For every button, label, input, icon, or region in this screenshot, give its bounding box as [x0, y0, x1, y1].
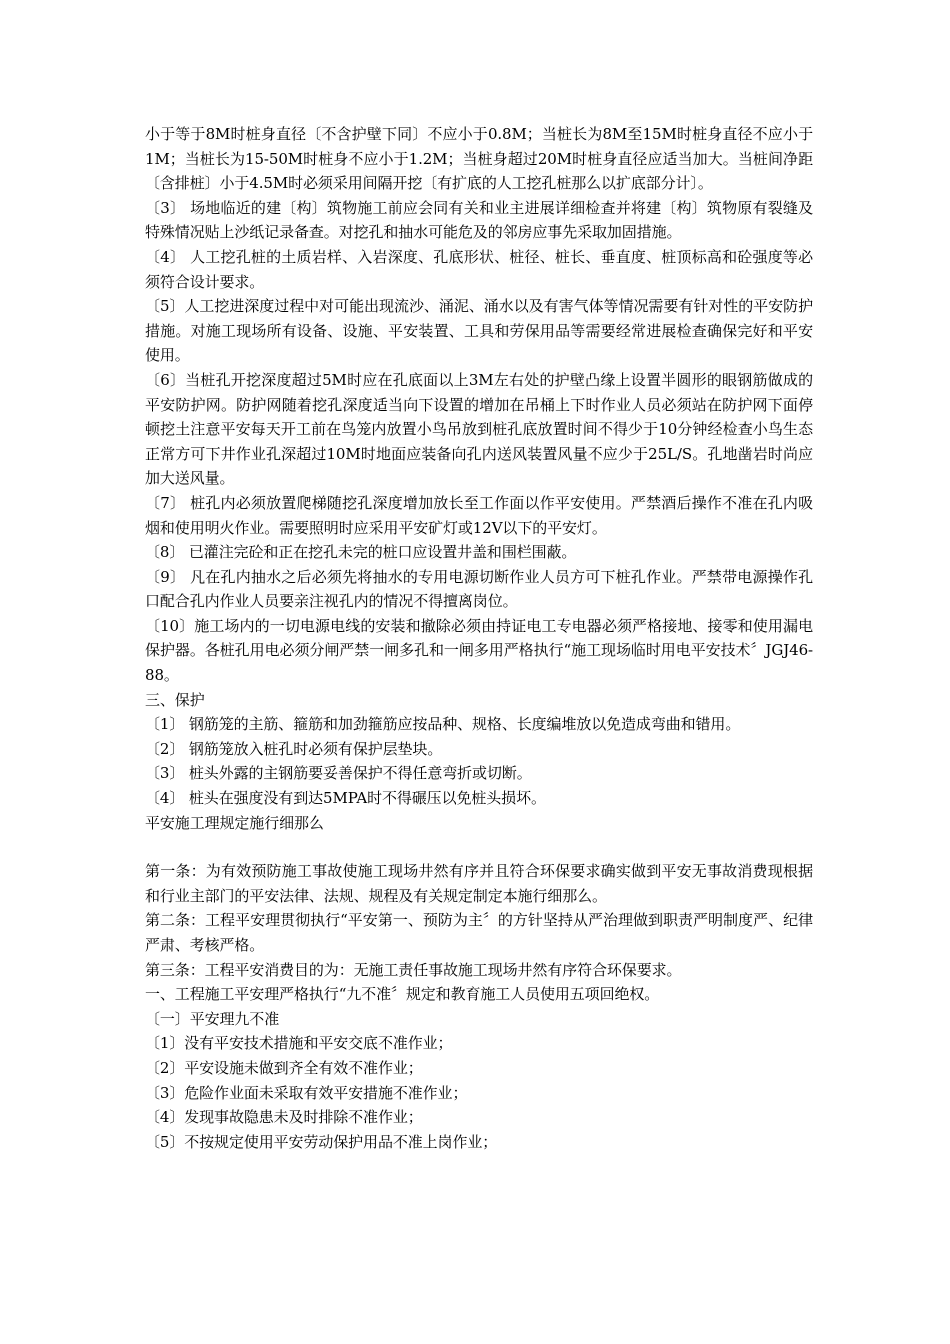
- paragraph: 〔6〕当桩孔开挖深度超过5M时应在孔底面以上3M左右处的护壁凸缘上设置半圆形的眼钢筋做成的平安防护网。防护网随着挖孔深度适当向下设置的增加在吊桶上下时作业人员必须站在防护网下面停顿挖土注意平安每天开工前在鸟笼内放置小鸟吊放到桩孔底放置时间不得少于10分钟经检查小鸟生态正常方可下井作业孔深超过10M时地面应装备向孔内送风装置风量不应少于25L/S。孔地凿岩时尚应加大送风量。: [145, 370, 813, 488]
- article-paragraph: 第二条：工程平安理贯彻执行“平安第一、预防为主〞的方针坚持从严治理做到职责严明制度严、纪律严肃、考核严格。: [145, 911, 813, 954]
- paragraph: 〔4〕 桩头在强度没有到达5MPA时不得碾压以免桩头损坏。: [145, 789, 546, 808]
- document-body: [145, 122, 813, 1154]
- paragraph: 〔2〕 钢筋笼放入桩孔时必须有保护层垫块。: [145, 739, 443, 758]
- list-item: 〔5〕不按规定使用平安劳动保护用品不准上岗作业；: [145, 1132, 498, 1151]
- paragraph: 〔10〕施工场内的一切电源电线的安装和撤除必须由持证电工专电器必须严格接地、接零和使用漏电保护器。各桩孔用电必须分闸严禁一闸多孔和一闸多用严格执行“施工现场临时用电平安技术〞JGJ46-88。: [145, 616, 813, 685]
- list-item: 〔3〕危险作业面未采取有效平安措施不准作业；: [145, 1083, 468, 1102]
- paragraph: 小于等于8M时桩身直径〔不含护壁下同〕不应小于0.8M；当桩长为8M至15M时桩身直径不应小于1M；当桩长为15-50M时桩身不应小于1.2M；当桩身超过20M时桩身直径应适当加大。当桩间净距〔含排桩〕小于4.5M时必须采用间隔开挖〔有扩底的人工挖孔桩那么以扩底部分计〕。: [145, 125, 813, 193]
- paragraph: 〔3〕 场地临近的建〔构〕筑物施工前应会同有关和业主进展详细检查并将建〔构〕筑物原有裂缝及特殊情况贴上沙纸记录备查。对挖孔和抽水可能危及的邻房应事先采取加固措施。: [145, 198, 813, 242]
- article-paragraph: 第一条：为有效预防施工事故使施工现场井然有序并且符合环保要求确实做到平安无事故消费现根据和行业主部门的平安法律、法规、规程及有关规定制定本施行细那么。: [145, 862, 813, 905]
- paragraph: 〔5〕人工挖进深度过程中对可能出现流沙、涌泥、涌水以及有害气体等情况需要有针对性的平安防护措施。对施工现场所有设备、设施、平安装置、工具和劳保用品等需要经常进展检查确保完好和平安使用。: [145, 297, 813, 365]
- paragraph: 〔3〕 桩头外露的主钢筋要妥善保护不得任意弯折或切断。: [145, 764, 532, 783]
- list-item: 〔2〕平安设施未做到齐全有效不准作业；: [145, 1058, 423, 1077]
- document-title: 平安施工理规定施行细那么: [145, 813, 324, 832]
- list-item: 〔1〕没有平安技术措施和平安交底不准作业；: [145, 1034, 453, 1053]
- article-paragraph: 第三条：工程平安消费目的为：无施工责任事故施工现场井然有序符合环保要求。: [145, 960, 682, 979]
- paragraph: 〔4〕 人工挖孔桩的土质岩样、入岩深度、孔底形状、桩径、桩长、垂直度、桩顶标高和砼强度等必须符合设计要求。: [145, 247, 813, 291]
- paragraph: 〔7〕 桩孔内必须放置爬梯随挖孔深度增加放长至工作面以作平安使用。严禁酒后操作不准在孔内吸烟和使用明火作业。需要照明时应采用平安矿灯或12V以下的平安灯。: [145, 493, 813, 537]
- blank-line: [145, 835, 813, 859]
- list-item: 〔4〕发现事故隐患未及时排除不准作业；: [145, 1108, 423, 1127]
- section-heading: 一、工程施工平安理严格执行“九不准〞规定和教育施工人员使用五项回绝权。: [145, 985, 660, 1004]
- paragraph: 〔1〕 钢筋笼的主筋、箍筋和加劲箍筋应按品种、规格、长度编堆放以免造成弯曲和错用。: [145, 715, 741, 734]
- section-heading: 三、保护: [145, 690, 205, 709]
- paragraph: 〔8〕 已灌注完砼和正在挖孔未完的桩口应设置井盖和围栏围蔽。: [145, 543, 577, 562]
- subsection-heading: 〔一〕平安理九不准: [145, 1009, 280, 1028]
- paragraph: 〔9〕 凡在孔内抽水之后必须先将抽水的专用电源切断作业人员方可下桩孔作业。严禁带电源操作孔口配合孔内作业人员要亲注视孔内的情况不得擅离岗位。: [145, 567, 813, 611]
